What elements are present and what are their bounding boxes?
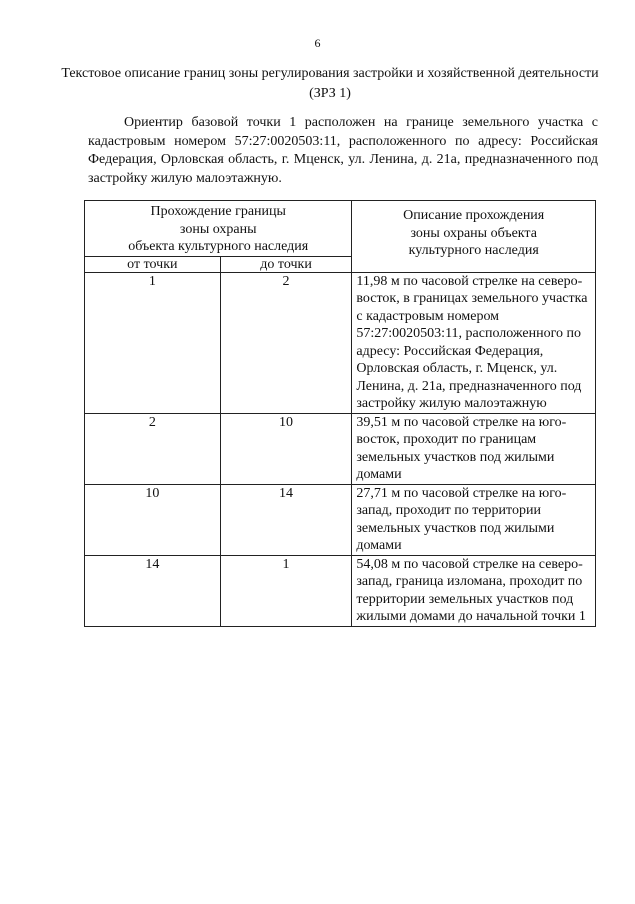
cell-description: 11,98 м по часовой стрелке на северо-восток, в границах земельного участка с кадастровым номером 57:27:0020503:11, расположенного по адресу: Российская Федерация, Орловская область, г. Мценск, ул. Ленина, д. 21а, предназначенного под застройку жилую малоэтажную	[352, 272, 596, 413]
cell-from-point: 1	[85, 272, 221, 413]
table-row	[85, 484, 596, 555]
document-title: Текстовое описание границ зоны регулирования застройки и хозяйственной деятельности (ЗРЗ 1)	[61, 66, 599, 101]
header-desc-line: зоны охраны объекта	[410, 225, 537, 241]
cell-to-point: 14	[220, 484, 352, 555]
cell-from-point: 14	[85, 555, 221, 626]
header-to-point: до точки	[220, 256, 352, 272]
header-group-line: Прохождение границы	[150, 204, 286, 219]
cell-from-point: 10	[85, 484, 221, 555]
cell-to-point: 2	[220, 272, 352, 413]
cell-to-point: 10	[220, 413, 352, 484]
cell-description: 54,08 м по часовой стрелке на северо-запад, граница изломана, проходит по территории земельных участков под жилыми домами до начальной точки 1	[352, 555, 596, 626]
boundary-table	[84, 200, 596, 627]
header-desc-line: Описание прохождения	[403, 208, 545, 223]
cell-description: 39,51 м по часовой стрелке на юго-восток, проходит по границам земельных участков под жилыми домами	[352, 413, 596, 484]
table-header-row	[85, 201, 596, 257]
header-description	[352, 201, 596, 273]
page-number: 6	[314, 36, 321, 50]
intro-paragraph: Ориентир базовой точки 1 расположен на границе земельного участка с кадастровым номером 57:27:0020503:11, расположенного по адресу: Российская Федерация, Орловская область, г. Мценск, ул. Ленина, д. 21а, предназначенного под застройку жилую малоэтажную.	[88, 115, 598, 186]
cell-to-point: 1	[220, 555, 352, 626]
header-desc-line: культурного наследия	[408, 243, 539, 258]
header-from-point: от точки	[85, 256, 221, 272]
header-group-line: зоны охраны	[179, 221, 257, 237]
table-row	[85, 413, 596, 484]
cell-description: 27,71 м по часовой стрелке на юго-запад, проходит по территории земельных участков под жилыми домами	[352, 484, 596, 555]
table-row	[85, 272, 596, 413]
cell-from-point: 2	[85, 413, 221, 484]
header-boundary-passage	[85, 201, 352, 257]
header-group-line: объекта культурного наследия	[128, 239, 309, 254]
table-row	[85, 555, 596, 626]
